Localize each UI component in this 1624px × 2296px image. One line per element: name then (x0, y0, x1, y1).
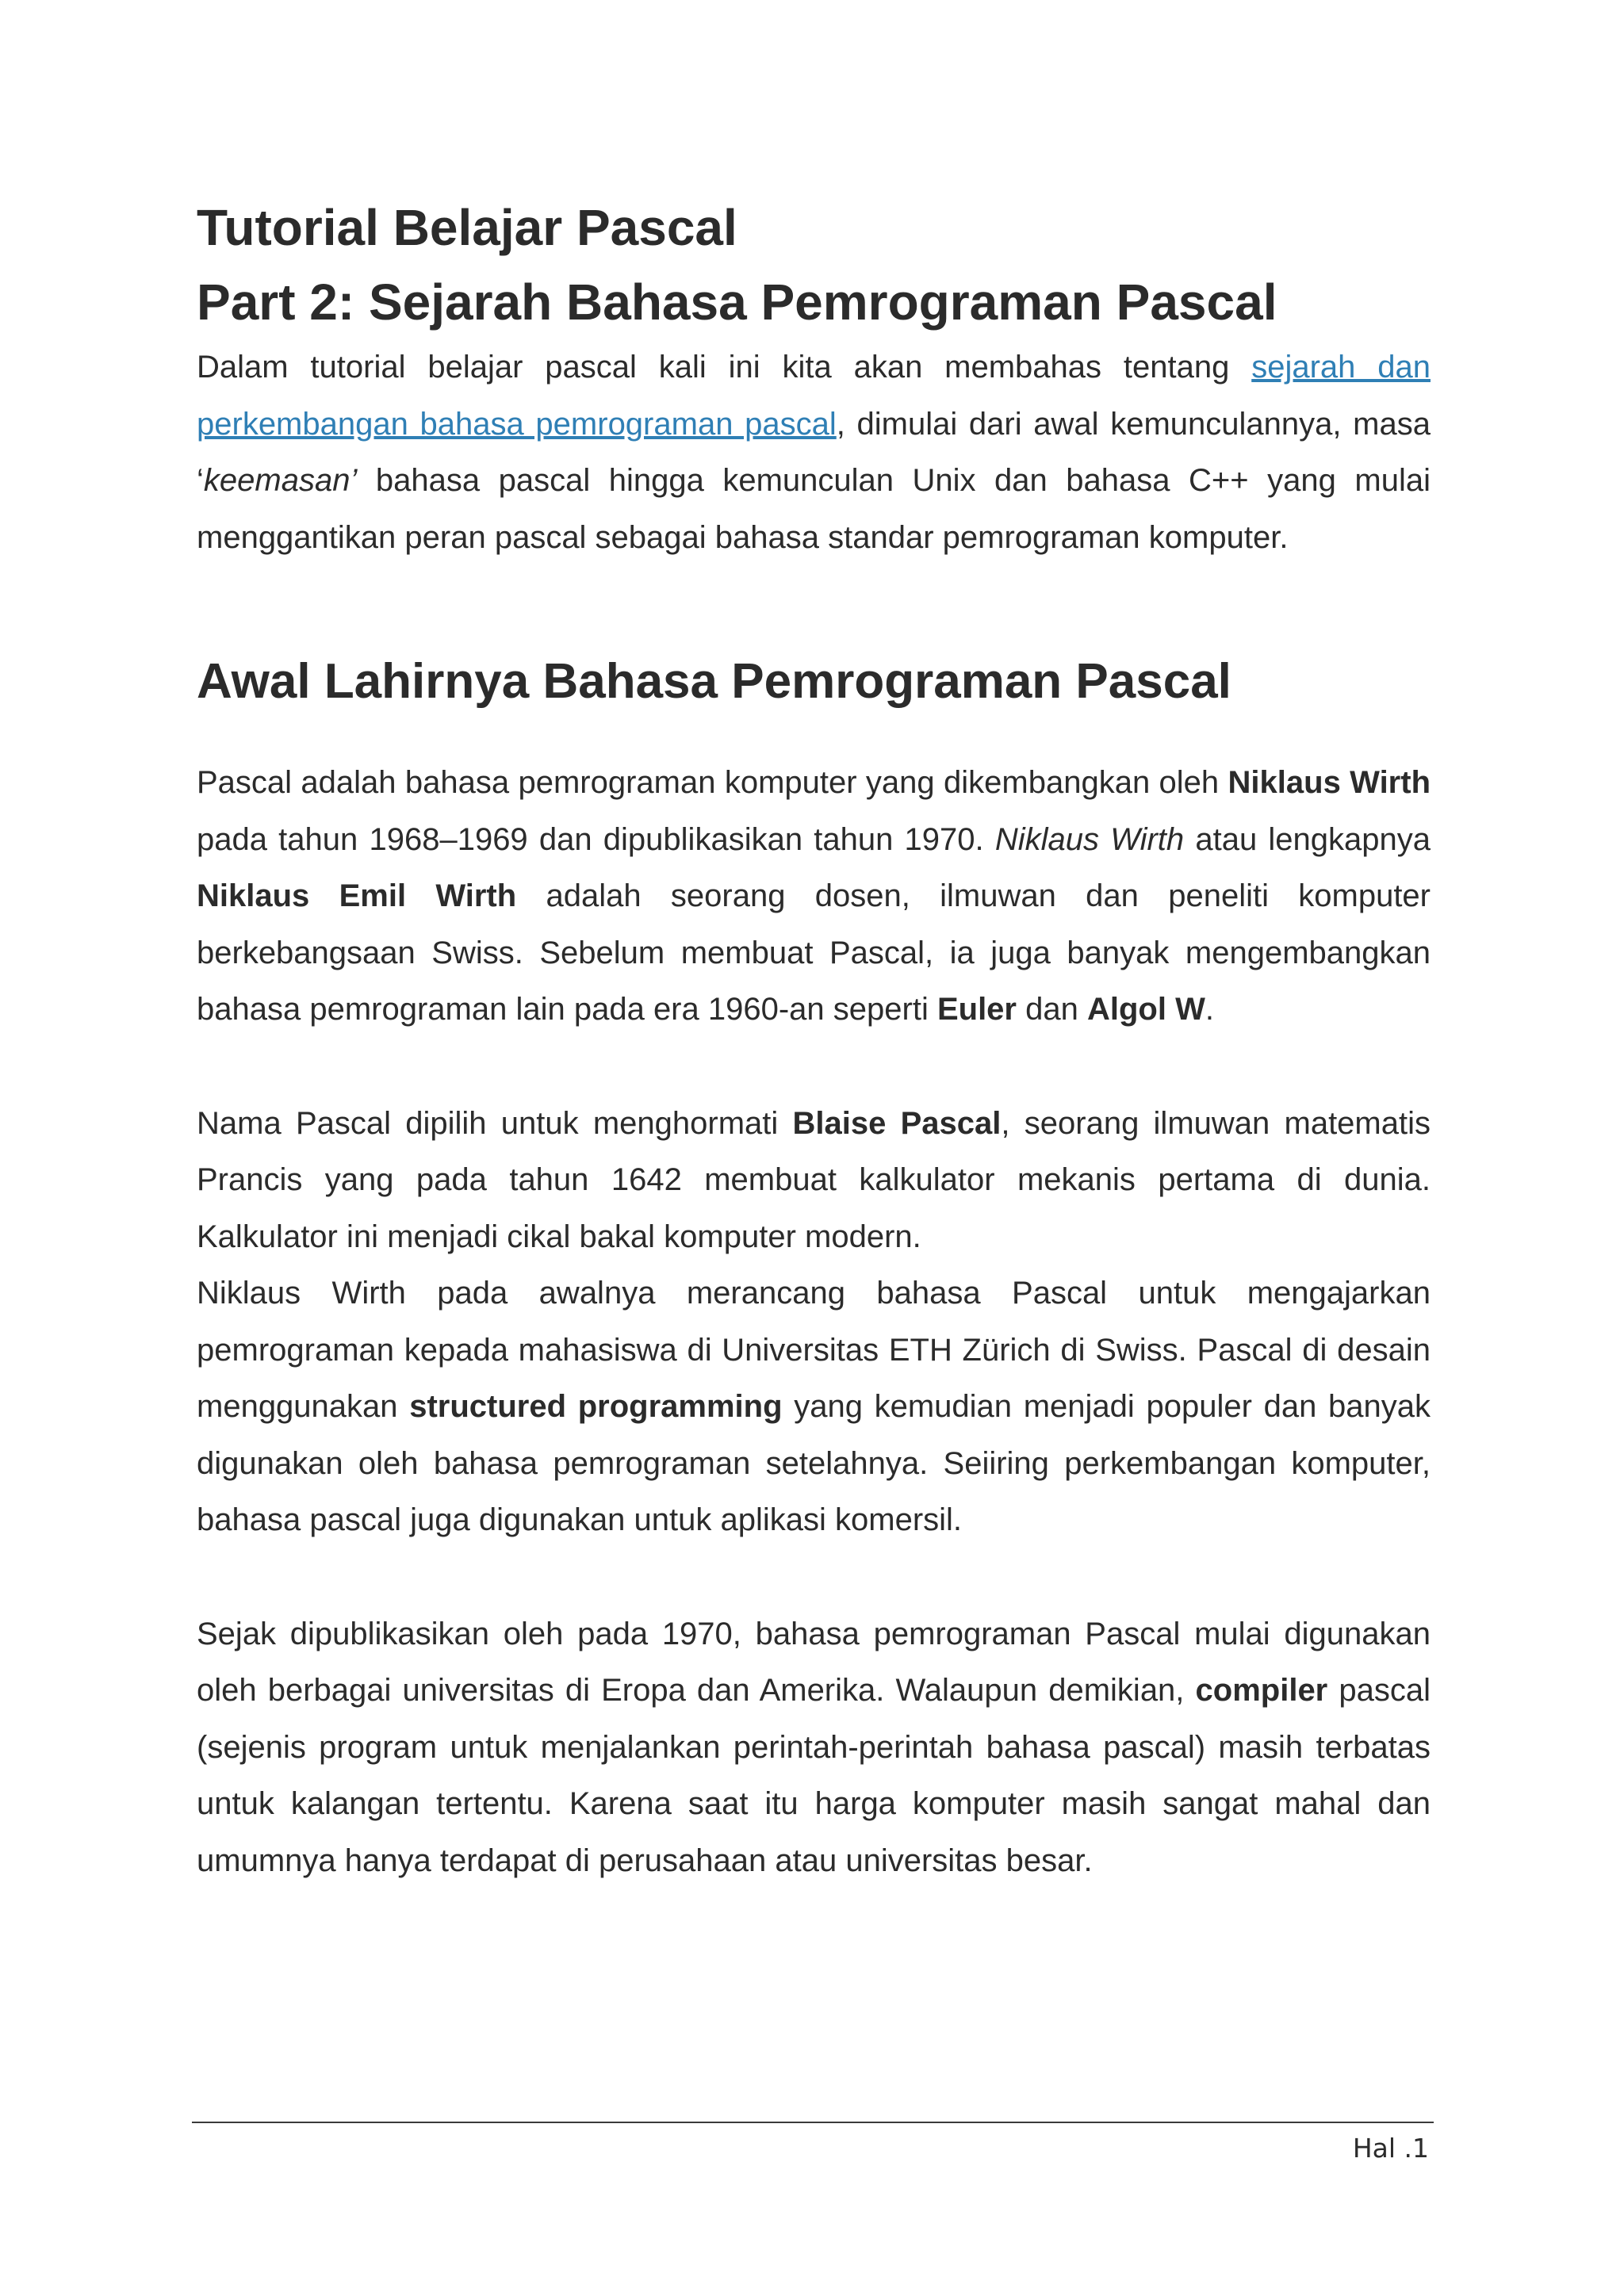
p1-bold-niklaus-wirth: Niklaus Wirth (1228, 765, 1431, 800)
p1-text-4: adalah seorang dosen, ilmuwan dan peneliti komputer berkebangsaan Swiss. Sebelum membuat Pascal, ia juga banyak mengembangkan bahasa pemrograman lain pada era 1960-an seperti (197, 878, 1431, 1027)
intro-paragraph (197, 339, 1431, 566)
title-line-1: Tutorial Belajar Pascal (197, 199, 737, 256)
p1-text-1: Pascal adalah bahasa pemrograman komputer yang dikembangkan oleh (197, 765, 1228, 800)
p3-bold-structured-programming: structured programming (409, 1389, 783, 1424)
p1-bold-euler: Euler (936, 992, 1017, 1027)
p4-bold-compiler: compiler (1195, 1673, 1328, 1708)
paragraph-blaise-pascal (197, 1096, 1431, 1266)
p4-text-1: Sejak dipublikasikan oleh pada 1970, bahasa pemrograman Pascal mulai digunakan oleh berbagai universitas di Eropa dan Amerika. Walaupun demikian, (197, 1616, 1431, 1708)
p3-text-2: yang kemudian menjadi populer dan banyak digunakan oleh bahasa pemrograman setelahnya. Seiiring perkembangan komputer, bahasa pascal juga digunakan untuk aplikasi komersil. (197, 1389, 1431, 1537)
paragraph-compiler (197, 1606, 1431, 1890)
intro-italic-keemasan: keemasan’ (203, 463, 358, 498)
page-number: Hal .1 (1352, 2133, 1429, 2164)
p1-bold-full-name: Niklaus Emil Wirth (197, 878, 517, 913)
p1-text-3: atau lengkapnya (1184, 821, 1431, 857)
page-title (197, 190, 1431, 339)
p1-bold-algol-w: Algol W (1086, 992, 1205, 1027)
intro-text-1: Dalam tutorial belajar pascal kali ini kita akan membahas tentang (197, 350, 1252, 385)
p1-italic-niklaus-wirth: Niklaus Wirth (994, 821, 1185, 857)
p3-text-1: Niklaus Wirth pada awalnya merancang bahasa Pascal untuk mengajarkan pemrograman kepada mahasiswa di Universitas ETH Zürich di Swiss. Pascal di desain menggunakan (197, 1276, 1431, 1424)
p1-text-6: . (1205, 992, 1214, 1027)
paragraph-eth-zurich (197, 1265, 1431, 1549)
intro-text-3: bahasa pascal hingga kemunculan Unix dan bahasa C++ yang mulai menggantikan peran pascal sebagai bahasa standar pemrograman komputer. (197, 463, 1431, 555)
history-link[interactable]: sejarah dan perkembangan bahasa pemrograman pascal (197, 350, 1431, 442)
p2-bold-blaise-pascal: Blaise Pascal (792, 1105, 1002, 1141)
intro-text-2: , dimulai dari awal kemunculannya, masa ‘ (197, 406, 1431, 498)
paragraph-niklaus-wirth (197, 755, 1431, 1039)
document-body (197, 190, 1431, 1889)
p2-text-2: , seorang ilmuwan matematis Prancis yang pada tahun 1642 membuat kalkulator mekanis pertama di dunia. Kalkulator ini menjadi cikal bakal komputer modern. (197, 1105, 1431, 1254)
footer-divider (192, 2122, 1434, 2123)
title-line-2: Part 2: Sejarah Bahasa Pemrograman Pascal (197, 274, 1277, 331)
p4-text-2: pascal (sejenis program untuk menjalankan perintah-perintah bahasa pascal) masih terbatas untuk kalangan tertentu. Karena saat itu harga komputer masih sangat mahal dan umumnya hanya terdapat di perusahaan atau universitas besar. (197, 1673, 1431, 1878)
p2-text-1: Nama Pascal dipilih untuk menghormati (197, 1105, 793, 1141)
p1-text-5: dan (1017, 992, 1087, 1027)
p1-text-2: pada tahun 1968–1969 dan dipublikasikan tahun 1970. (197, 821, 995, 857)
section-heading: Awal Lahirnya Bahasa Pemrograman Pascal (197, 654, 1231, 709)
